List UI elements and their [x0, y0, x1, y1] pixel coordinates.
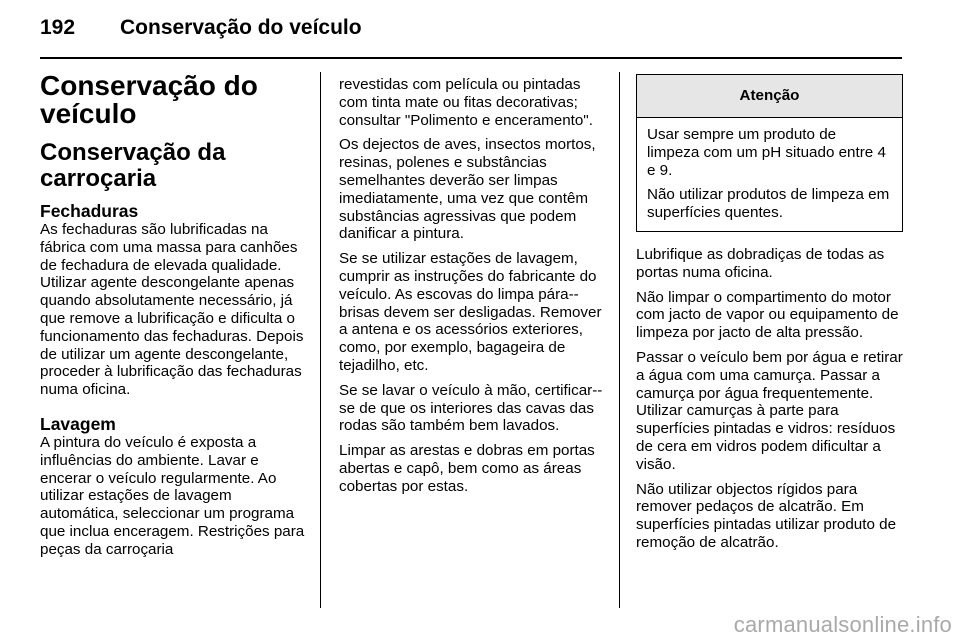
page-header — [40, 16, 902, 50]
running-title: Conservação do veículo — [120, 16, 362, 39]
notice-paragraph-ph: Usar sempre um produto de limpeza com um pH situado entre 4 e 9. — [647, 126, 886, 179]
header-rule — [40, 57, 902, 59]
paragraph-wash-stations: Se se utilizar estações de lavagem, cumprir as instruções do fabricante do veículo. As escovas do limpa pára--brisas devem ser desligadas. Remover a antena e os acessórios exteriores, como, por exemplo, bagageira de tejadilho, etc. — [339, 250, 602, 374]
paragraph-tar-removal: Não utilizar objectos rígidos para remover pedaços de alcatrão. Em superfícies pintadas utilizar produto de remoção de alcatrão. — [636, 480, 897, 551]
column-3 — [636, 74, 906, 552]
column-1 — [40, 72, 308, 559]
wash-heading: Lavagem — [40, 413, 116, 434]
paragraph-bird-droppings: Os dejectos de aves, insectos mortos, resinas, polenes e substâncias semelhantes deverão ser limpas imediatamente, uma vez que contêm substâncias agressivas que podem danificar a pintura. — [339, 136, 596, 243]
notice-paragraph-hot-surfaces: Não utilizar produtos de limpeza em superfícies quentes. — [647, 186, 890, 222]
paragraph-film-coated: revestidas com película ou pintadas com tinta mate ou fitas decorativas; consultar "Polimento e enceramento". — [339, 76, 593, 129]
column-divider-1 — [320, 72, 321, 608]
paragraph-rinse-chamois: Passar o veículo bem por água e retirar a água com uma camurça. Passar a camurça por água frequentemente. Utilizar camurças à parte para superfícies pintadas e vidros: resíduos de cera em vidros podem dificultar a visão. — [636, 348, 903, 473]
paragraph-hinges: Lubrifique as dobradiças de todas as portas numa oficina. — [636, 245, 885, 281]
wash-paragraph: A pintura do veículo é exposta a influências do ambiente. Lavar e encerar o veículo regularmente. Ao utilizar estações de lavagem automática, seleccionar um programa que inclua enceragem. Restrições para peças da carroçaria — [40, 433, 305, 558]
paragraph-edges-folds: Limpar as arestas e dobras em portas abertas e capô, bem como as áreas cobertas por estas. — [339, 442, 595, 495]
column-divider-2 — [619, 72, 620, 608]
chapter-title: Conservação do veículo — [40, 70, 258, 129]
watermark: carmanualsonline.info — [733, 612, 952, 637]
locks-paragraph: As fechaduras são lubrificadas na fábrica com uma massa para canhões de fechadura de elevada qualidade. Utilizar agente descongelante apenas quando absolutamente necessário, já que remove a lubrificação e dificulta o funcionamento das fechaduras. Depois de utilizar um agente descongelante, proceder à lubrificação das fechaduras numa oficina. — [40, 221, 304, 399]
notice-title: Atenção — [637, 75, 902, 118]
page-number: 192 — [40, 16, 76, 39]
section-title: Conservação da carroçaria — [40, 139, 226, 192]
column-2 — [339, 76, 605, 496]
notice-body — [637, 118, 902, 231]
locks-heading: Fechaduras — [40, 201, 139, 221]
paragraph-hand-wash: Se se lavar o veículo à mão, certificar--se de que os interiores das cavas das rodas são também bem lavados. — [339, 381, 603, 435]
attention-notice — [636, 74, 903, 232]
paragraph-engine-compartment: Não limpar o compartimento do motor com jacto de vapor ou equipamento de limpeza por jacto de alta pressão. — [636, 288, 899, 342]
